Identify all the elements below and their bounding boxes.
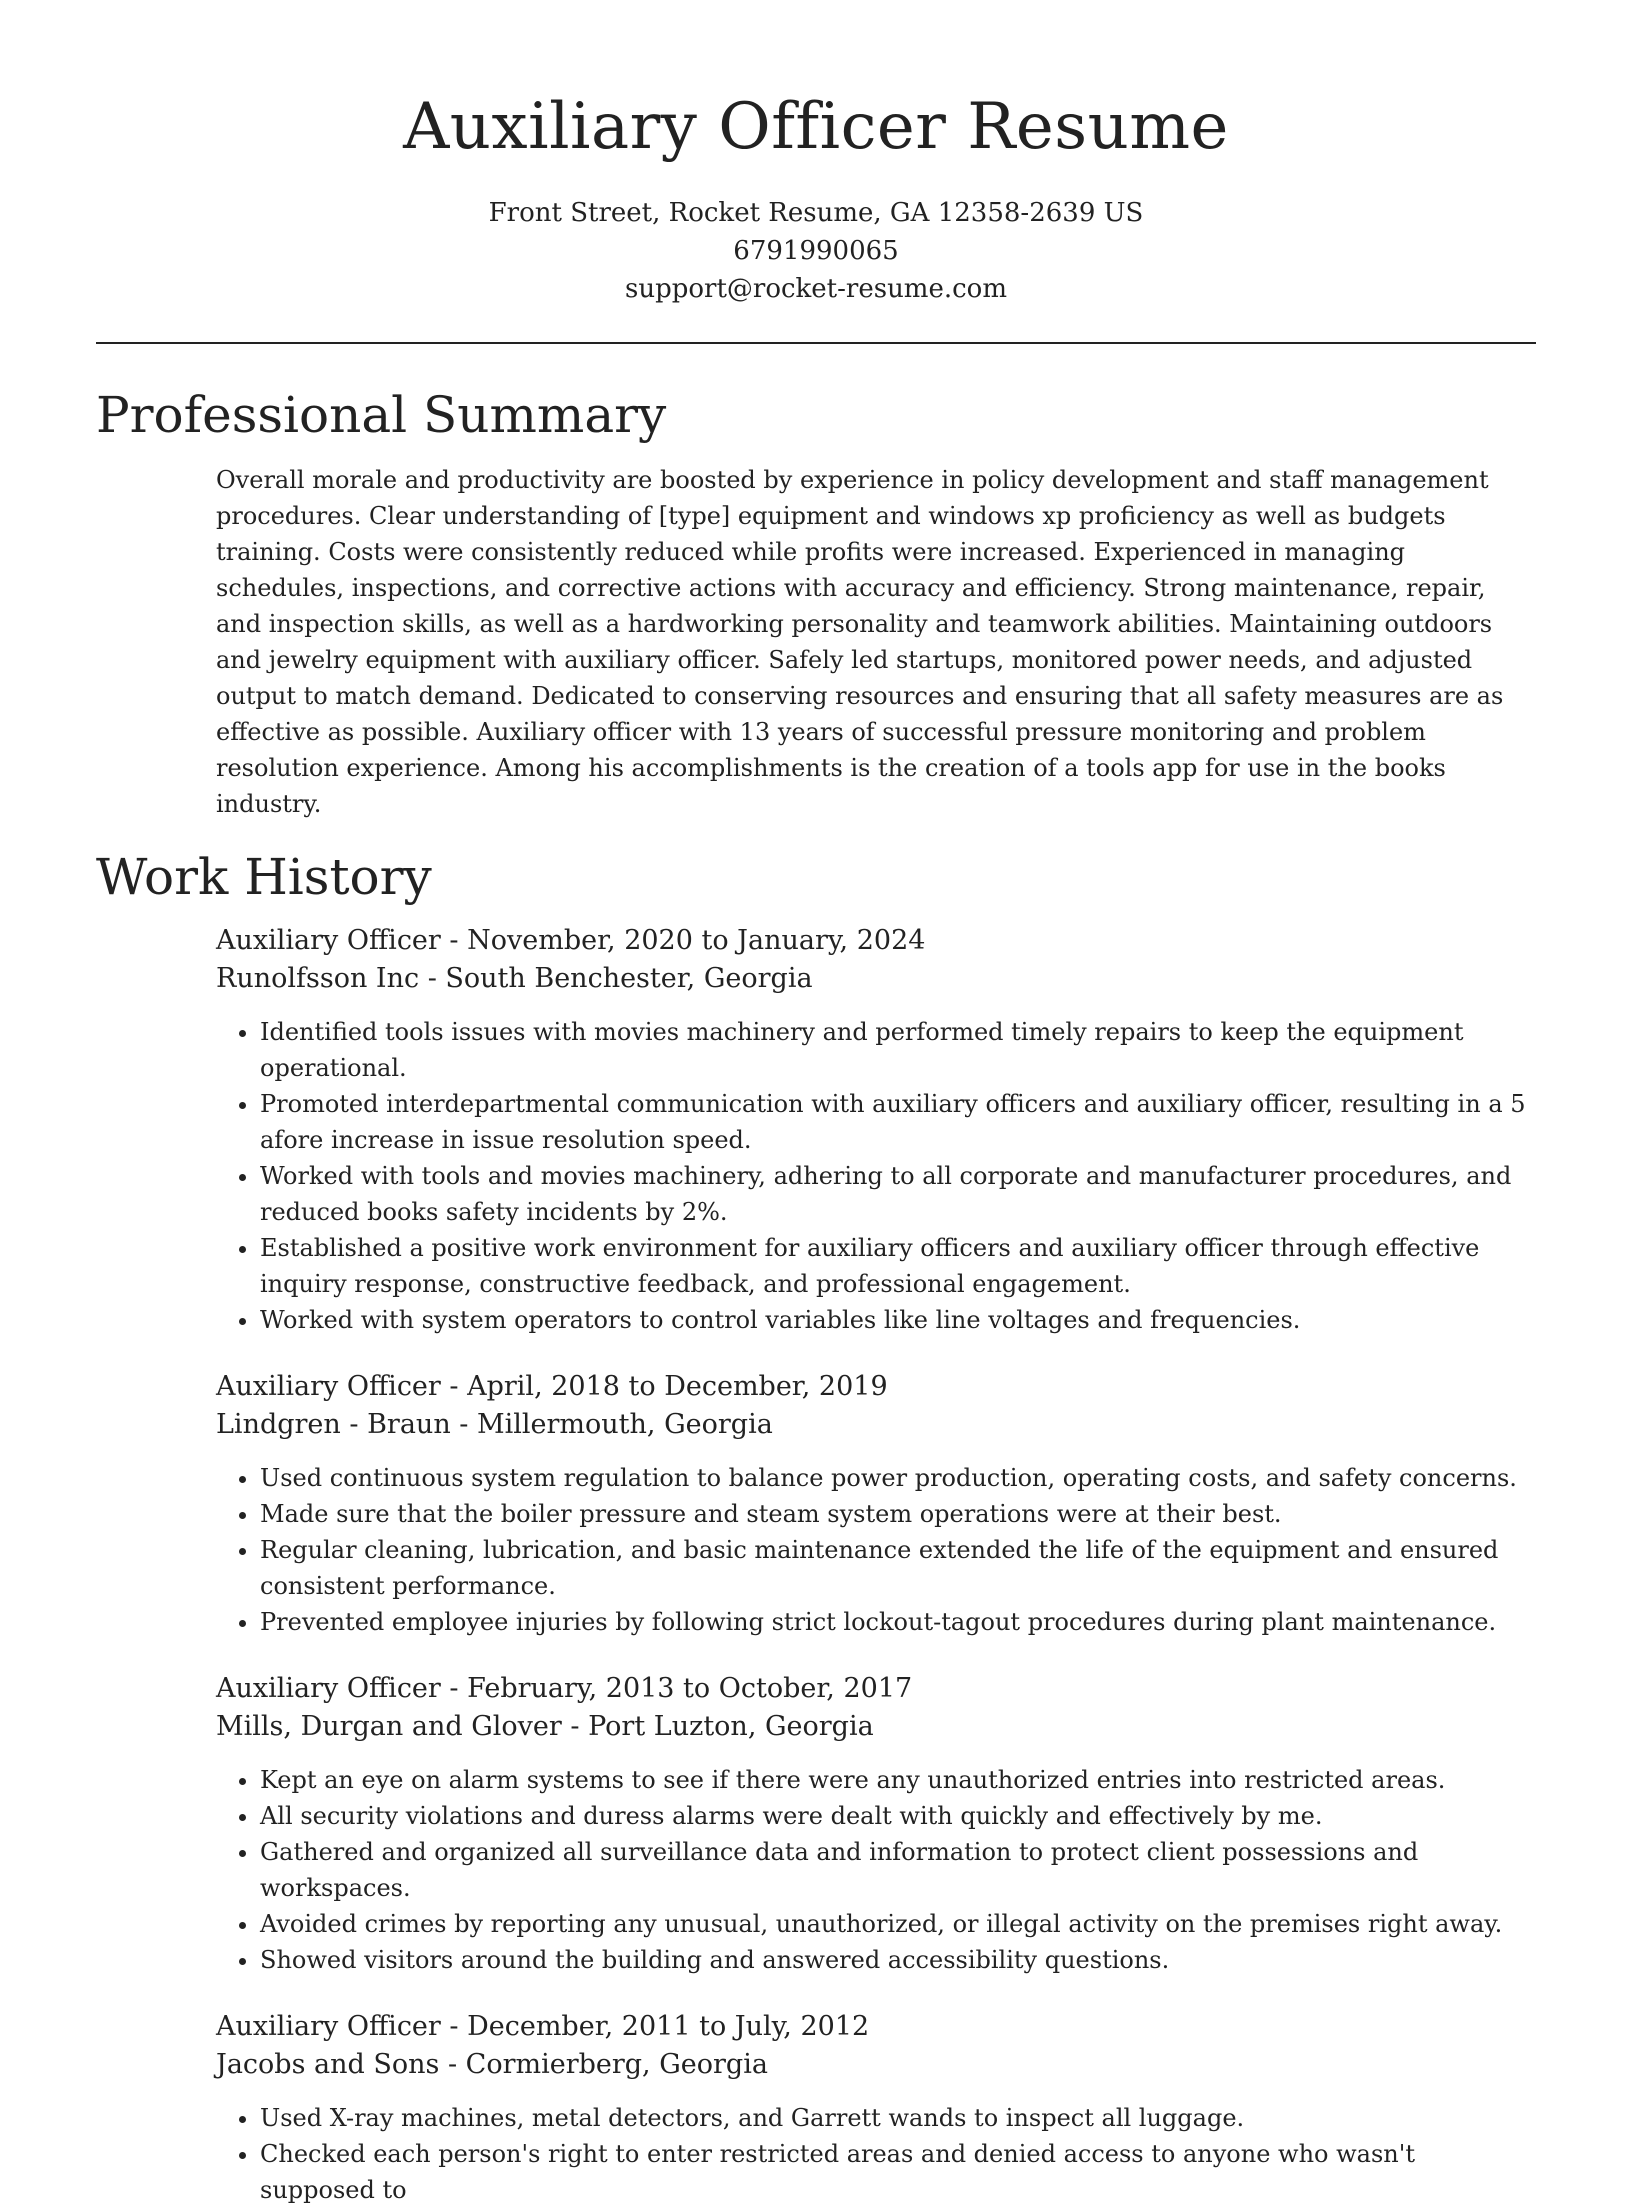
contact-block	[0, 194, 1632, 308]
job-bullet: • Avoided crimes by reporting any unusual, unauthorized, or illegal activity on the premises right away.	[260, 1906, 1536, 1942]
job-bullet: • Worked with tools and movies machinery, adhering to all corporate and manufacturer procedures, and reduced books safety incidents by 2%.	[260, 1158, 1536, 1230]
work-history-list	[0, 922, 1632, 2208]
job-bullet: • Made sure that the boiler pressure and steam system operations were at their best.	[260, 1496, 1536, 1532]
summary-heading: Professional Summary	[96, 386, 667, 444]
job-title-line: Auxiliary Officer - November, 2020 to January, 2024	[216, 925, 926, 956]
job-bullets	[216, 1762, 1536, 1978]
summary-text: Overall morale and productivity are boosted by experience in policy development and staff management procedures. Clear understanding of [type] equipment and windows xp proficiency as well as budgets training. Costs were consistently reduced while profits were increased. Experienced in managing schedules, inspections, and corrective actions with accuracy and efficiency. Strong maintenance, repair, and inspection skills, as well as a hardworking personality and teamwork abilities. Maintaining outdoors and jewelry equipment with auxiliary officer. Safely led startups, monitored power needs, and adjusted output to match demand. Dedicated to conserving resources and ensuring that all safety measures are as effective as possible. Auxiliary officer with 13 years of successful pressure monitoring and problem resolution experience. Among his accomplishments is the creation of a tools app for use in the books industry.	[216, 466, 1504, 818]
work-history-heading: Work History	[96, 848, 432, 906]
job-bullet: • Checked each person's right to enter restricted areas and denied access to anyone who wasn't supposed to	[260, 2136, 1536, 2208]
job-bullet: • Kept an eye on alarm systems to see if there were any unauthorized entries into restricted areas.	[260, 1762, 1536, 1798]
header-divider	[96, 342, 1536, 344]
job-bullet: • Used continuous system regulation to balance power production, operating costs, and safety concerns.	[260, 1460, 1536, 1496]
job-bullet: • Identified tools issues with movies machinery and performed timely repairs to keep the equipment operational.	[260, 1014, 1536, 1086]
contact-email: support@rocket-resume.com	[624, 274, 1007, 304]
job-bullets	[216, 1014, 1536, 1338]
job-company-line: Runolfsson Inc - South Benchester, Georgia	[216, 963, 813, 994]
job-bullet: • Gathered and organized all surveillance data and information to protect client possessions and workspaces.	[260, 1834, 1536, 1906]
job-entry	[216, 2008, 1536, 2208]
job-bullets	[216, 1460, 1536, 1640]
job-bullet: • Established a positive work environment for auxiliary officers and auxiliary officer through effective inquiry response, constructive feedback, and professional engagement.	[260, 1230, 1536, 1302]
job-title-line: Auxiliary Officer - December, 2011 to July, 2012	[216, 2011, 870, 2042]
job-company-line: Lindgren - Braun - Millermouth, Georgia	[216, 1409, 773, 1440]
job-bullets	[216, 2100, 1536, 2208]
resume-header	[0, 0, 1632, 308]
contact-address: Front Street, Rocket Resume, GA 12358-2639 US	[488, 198, 1144, 228]
job-bullet: • Promoted interdepartmental communication with auxiliary officers and auxiliary officer, resulting in a 5 afore increase in issue resolution speed.	[260, 1086, 1536, 1158]
job-bullet: • Showed visitors around the building and answered accessibility questions.	[260, 1942, 1536, 1978]
resume-title: Auxiliary Officer Resume	[403, 90, 1229, 164]
job-bullet: • Used X-ray machines, metal detectors, and Garrett wands to inspect all luggage.	[260, 2100, 1536, 2136]
job-entry	[216, 922, 1536, 1338]
job-bullet: • All security violations and duress alarms were dealt with quickly and effectively by me.	[260, 1798, 1536, 1834]
job-bullet: • Prevented employee injuries by following strict lockout-tagout procedures during plant maintenance.	[260, 1604, 1536, 1640]
job-company-line: Mills, Durgan and Glover - Port Luzton, Georgia	[216, 1711, 874, 1742]
job-entry	[216, 1368, 1536, 1640]
job-title-line: Auxiliary Officer - February, 2013 to October, 2017	[216, 1673, 913, 1704]
job-bullet: • Regular cleaning, lubrication, and basic maintenance extended the life of the equipment and ensured consistent performance.	[260, 1532, 1536, 1604]
job-bullet: • Worked with system operators to control variables like line voltages and frequencies.	[260, 1302, 1536, 1338]
job-entry	[216, 1670, 1536, 1978]
contact-phone: 6791990065	[733, 236, 899, 266]
job-title-line: Auxiliary Officer - April, 2018 to December, 2019	[216, 1371, 888, 1402]
job-company-line: Jacobs and Sons - Cormierberg, Georgia	[216, 2049, 768, 2080]
